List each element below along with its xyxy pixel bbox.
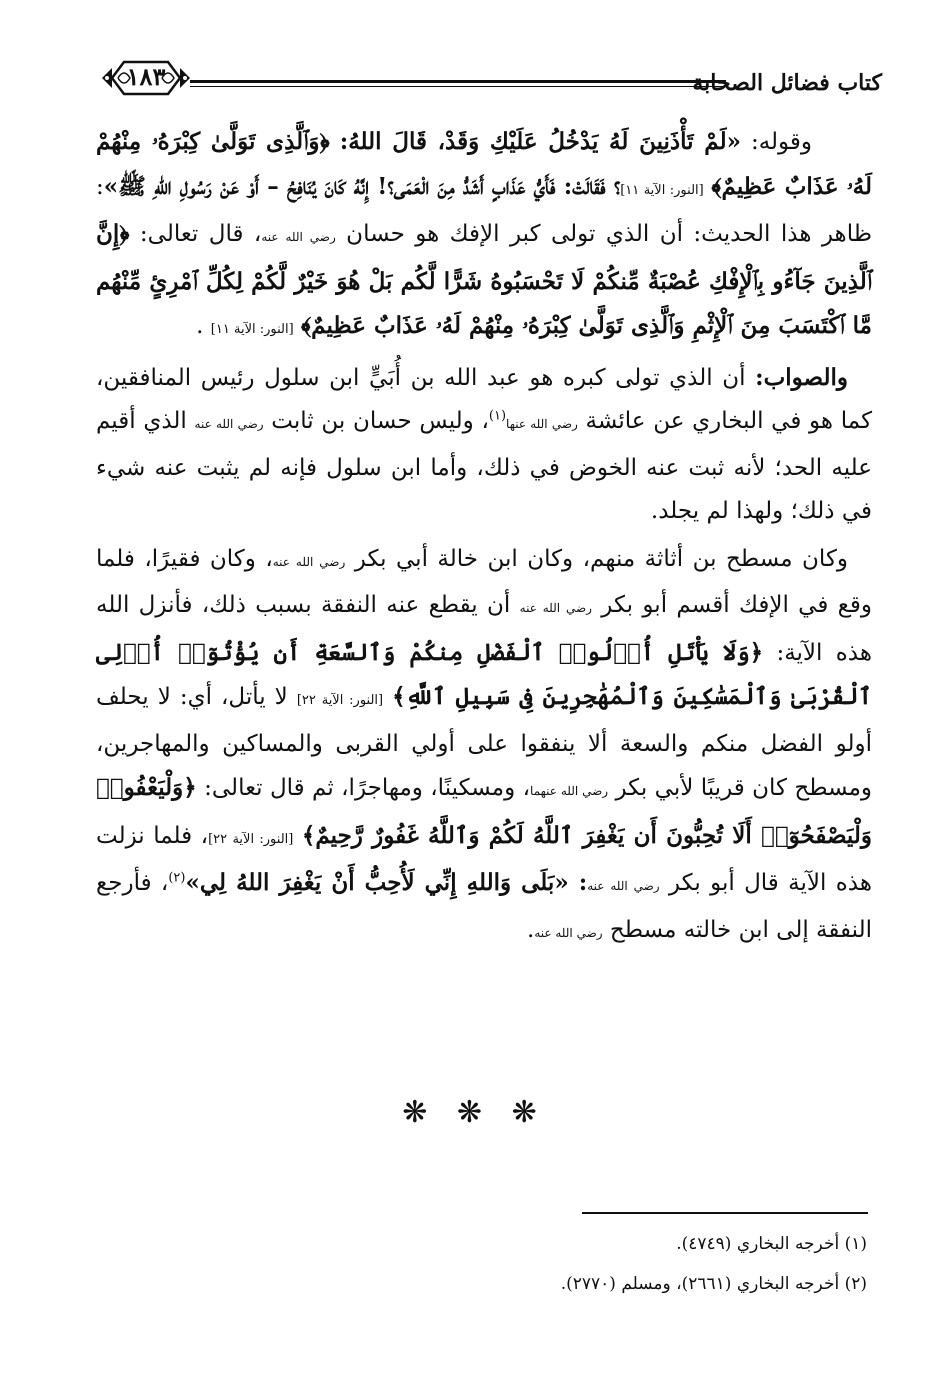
text: ، ومسكينًا، ومهاجرًا، ثم قال تعالى: <box>204 775 531 801</box>
honorific-glyph: رضي الله عنه <box>272 554 346 569</box>
honorific-glyph: رضي الله عنه <box>534 925 603 940</box>
verse-reference: [النور: الآية ٢٢] <box>296 693 384 708</box>
paragraph-1 <box>96 120 872 352</box>
quran-verse: ﴿وَٱلَّذِى تَوَلَّىٰ كِبْرَهُۥ مِنْهُمْ لَهُۥ عَذَابٌ عَظِيمٌ﴾ <box>96 128 872 200</box>
footnote-item: (١) أخرجه البخاري (٤٧٤٩). <box>676 1234 867 1254</box>
main-text <box>96 120 872 959</box>
verse-reference: [النور: الآية ٢٢] <box>208 831 294 847</box>
page-number: ١٨٣ <box>126 62 166 91</box>
footnote-marker: (١) <box>488 408 507 424</box>
text: الذي أقيم عليه الحد؛ لأنه ثبت عنه الخوض في ذلك، وأما ابن سلول فإنه لم يثبت عنه شيء في ذلك؛ ولهذا لم يجلد. <box>96 408 872 524</box>
honorific-glyph: رضي الله عنهما <box>530 784 609 798</box>
honorific-glyph: رضي الله عنه <box>587 879 660 893</box>
paragraph-2 <box>96 356 872 534</box>
text: لا يأتل، أي: لا يحلف أولو الفضل منكم والسعة ألا ينفقوا على أولي القربى والمساكين والمهاجرين، ومسطح كان قريبًا لأبي بكر <box>96 684 873 801</box>
honorific-glyph: رضي الله عنه <box>519 601 592 615</box>
footnote-marker: (٢) <box>168 870 186 886</box>
text: : ظاهر هذا الحديث: أن الذي تولى كبر الإفك هو حسان <box>96 173 873 247</box>
verse-reference: [النور: الآية ١١] <box>620 182 704 198</box>
text: . <box>196 313 204 339</box>
section-separator-stars: ❋ ❋ ❋ <box>402 1095 547 1130</box>
verse-reference: [النور: الآية ١١] <box>210 322 294 337</box>
quran-verse: ﴿وَلْيَعْفُوا۟ وَلْيَصْفَحُوٓا۟ أَلَا تُحِبُّونَ أَن يَغْفِرَ ٱللَّهُ لَكُمْ وَٱللَّهُ غَفُورٌ رَّحِيمٌ﴾ <box>96 774 872 849</box>
text: ، قال تعالى: <box>139 221 262 247</box>
hadith-quote: ؟ فَقَالَتْ: فَأَيُّ عَذَابٍ أَشَدُّ مِنَ الْعَمَى؟! إِنَّهُ كَانَ يُنَافِحُ – أَوْ عَنْ رَسُولِ اللهِ ﷺ» <box>103 172 621 200</box>
text: ، وليس حسان بن ثابت <box>271 408 489 434</box>
quran-verse: ﴿وَلَا يَأْتَلِ أُو۟لُوا۟ ٱلْفَضْلِ مِنكُمْ وَٱلسَّعَةِ أَن يُؤْتُوٓا۟ أُو۟لِى ٱلْقُرْبَىٰ وَٱلْمَسَٰكِينَ وَٱلْمُهَٰجِرِينَ فِى سَبِيلِ ٱللَّهِ﴾ <box>96 638 873 710</box>
footnotes <box>367 1226 867 1306</box>
paragraph-3 <box>96 538 872 956</box>
text: ، فأرجع النفقة إلى ابن خالته مسطح <box>96 870 872 943</box>
text: وقوله: <box>750 129 813 155</box>
honorific-glyph: رضي الله عنه <box>261 230 336 244</box>
honorific-glyph: رضي الله عنها <box>506 417 578 431</box>
running-title: كتاب فضائل الصحابة <box>692 70 882 96</box>
honorific-glyph: رضي الله عنه <box>194 417 264 431</box>
header-rule-thin <box>190 86 726 87</box>
text: وكان مسطح بن أثاثة منهم، وكان ابن خالة أبي بكر <box>354 545 848 572</box>
footnote-rule <box>582 1212 868 1214</box>
text: أن الذي تولى كبره هو عبد الله بن أُبَيٍّ ابن سلول رئيس المنافقين، كما هو في البخاري عن عائشة <box>96 364 873 434</box>
footnote-item: (٢) أخرجه البخاري (٢٦٦١)، ومسلم (٢٧٧٠). <box>560 1274 867 1294</box>
page-header <box>92 48 882 108</box>
hadith-quote: «لَمْ تَأْذَنِينَ لَهُ يَدْخُلُ عَلَيْكِ وَقَدْ، قَالَ اللهُ: <box>339 128 741 155</box>
section-label: والصواب: <box>755 363 848 391</box>
text: أن يقطع عنه النفقة بسبب ذلك، فأنزل الله هذه الآية: <box>96 592 872 666</box>
quran-verse: ﴿إِنَّ ٱلَّذِينَ جَآءُو بِٱلْإِفْكِ عُصْبَةٌ مِّنكُمْ لَا تَحْسَبُوهُ شَرًّا لَّكُم بَلْ هُوَ خَيْرٌ لَّكُمْ لِكُلِّ ٱمْرِئٍ مِّنْهُم مَّا ٱكْتَسَبَ مِنَ ٱلْإِثْمِ وَٱلَّذِى تَوَلَّىٰ كِبْرَهُۥ مِنْهُمْ لَهُۥ عَذَابٌ عَظِيمٌ﴾ <box>96 220 872 339</box>
hadith-quote: : «بَلَى وَاللهِ إِنِّي لَأُحِبُّ أَنْ يَغْفِرَ اللهُ لِي» <box>185 869 588 896</box>
text: . <box>527 916 535 943</box>
text: ، فلما نزلت هذه الآية قال أبو بكر <box>96 822 872 896</box>
header-rule <box>190 80 726 83</box>
text: ، وكان فقيرًا، فلما وقع في الإفك أقسم أبو بكر <box>96 545 873 618</box>
